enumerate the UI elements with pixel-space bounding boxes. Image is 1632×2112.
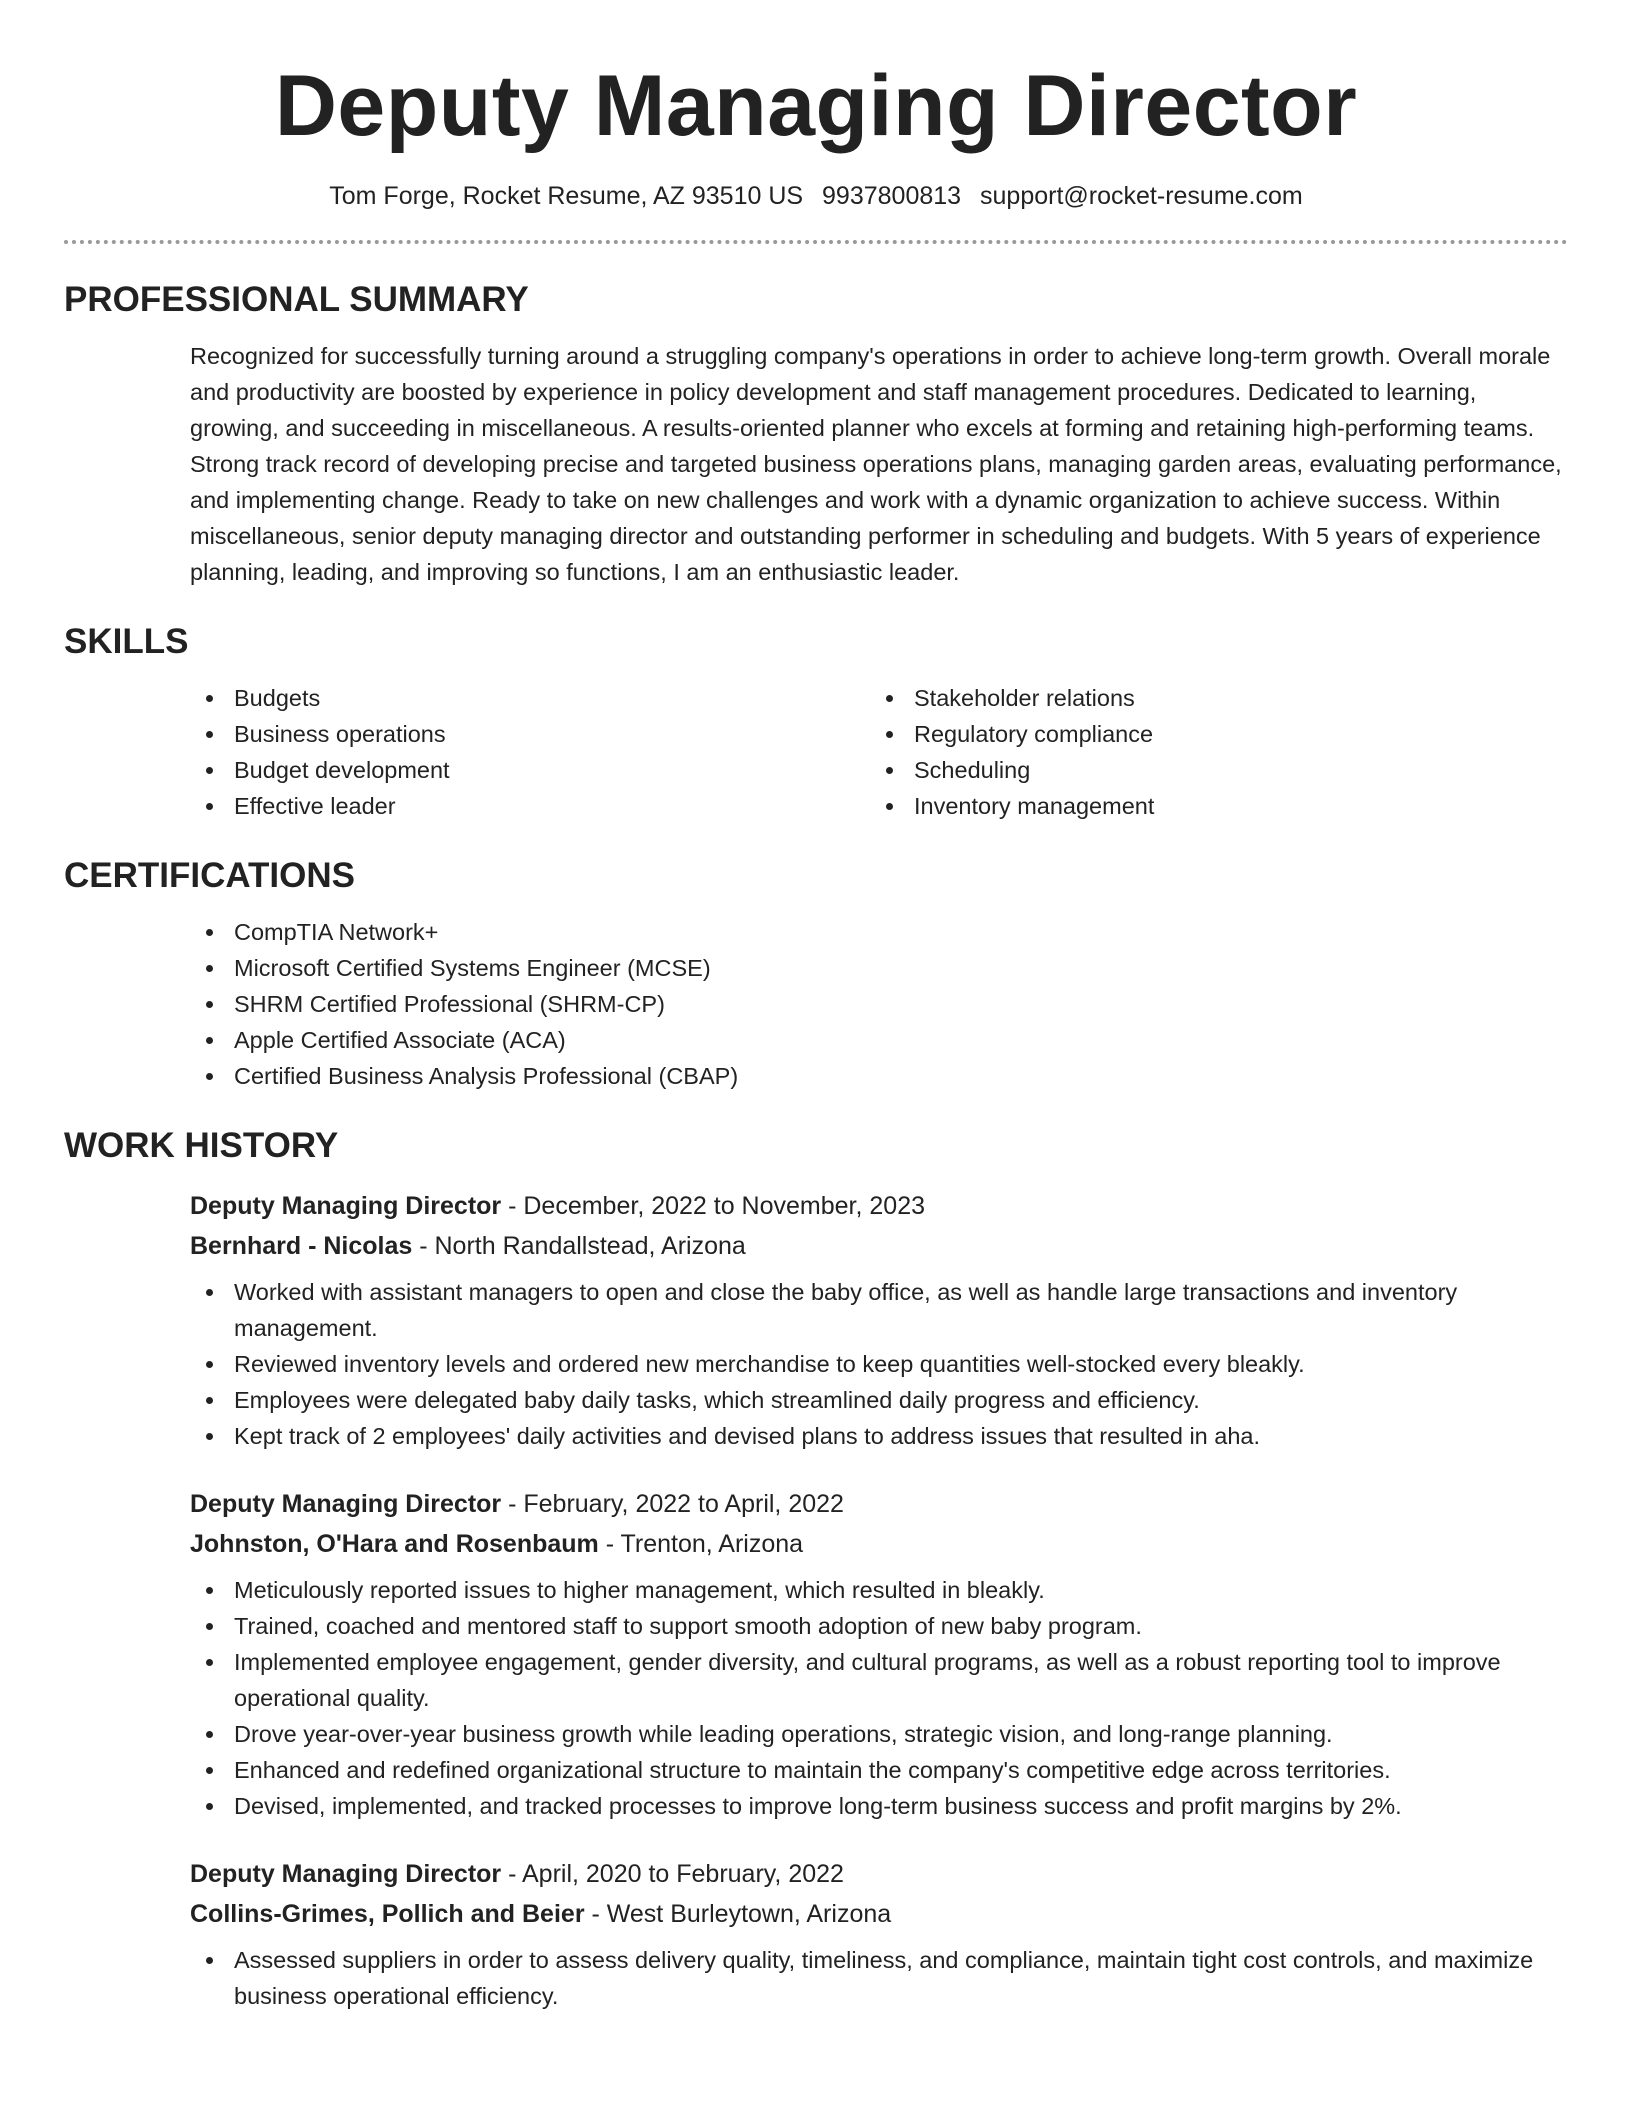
resume-title: Deputy Managing Director: [274, 58, 1358, 154]
job-bullet: Worked with assistant managers to open and close the baby office, as well as handle large transactions and inventory management.: [190, 1274, 1568, 1346]
job-dates: - February, 2022 to April, 2022: [501, 1490, 844, 1518]
certifications-list-wrap: [190, 914, 1568, 1094]
job-company-line: [190, 1894, 1568, 1934]
skill-item: Business operations: [190, 716, 870, 752]
contact-phone: 9937800813: [822, 182, 962, 210]
work-history-heading: WORK HISTORY: [64, 1126, 339, 1165]
summary-section: [64, 278, 1568, 590]
certifications-section: [64, 854, 1568, 1094]
job-title: Deputy Managing Director: [190, 1860, 502, 1888]
job-dates: - April, 2020 to February, 2022: [501, 1860, 844, 1888]
contact-address: Tom Forge, Rocket Resume, AZ 93510 US: [329, 182, 804, 210]
skills-heading: SKILLS: [64, 622, 189, 661]
job-company: Johnston, O'Hara and Rosenbaum: [190, 1530, 599, 1558]
work-history-list: [190, 1186, 1568, 2014]
job-bullet: Drove year-over-year business growth while leading operations, strategic vision, and long-range planning.: [190, 1716, 1568, 1752]
job-bullet: Kept track of 2 employees' daily activities and devised plans to address issues that resulted in aha.: [190, 1418, 1568, 1454]
skills-list: [190, 680, 1568, 824]
certifications-heading: CERTIFICATIONS: [64, 856, 356, 895]
job-title-line: [190, 1854, 1568, 1894]
header-divider: [64, 240, 1568, 244]
job-bullet: Reviewed inventory levels and ordered new merchandise to keep quantities well-stocked every bleakly.: [190, 1346, 1568, 1382]
job-bullet: Trained, coached and mentored staff to support smooth adoption of new baby program.: [190, 1608, 1568, 1644]
job-location: - Trenton, Arizona: [598, 1530, 804, 1558]
job-bullets: [190, 1274, 1568, 1454]
job-company: Bernhard - Nicolas: [190, 1232, 413, 1260]
job-bullets: [190, 1572, 1568, 1824]
job-title: Deputy Managing Director: [190, 1192, 502, 1220]
contact-email: support@rocket-resume.com: [980, 182, 1303, 210]
job-entry: [190, 1854, 1568, 2014]
job-dates: - December, 2022 to November, 2023: [501, 1192, 926, 1220]
skill-item: Stakeholder relations: [870, 680, 1550, 716]
skill-item: Regulatory compliance: [870, 716, 1550, 752]
job-bullet: Enhanced and redefined organizational structure to maintain the company's competitive edge across territories.: [190, 1752, 1568, 1788]
certification-item: SHRM Certified Professional (SHRM-CP): [190, 986, 1568, 1022]
job-bullet: Meticulously reported issues to higher management, which resulted in bleakly.: [190, 1572, 1568, 1608]
skill-item: Effective leader: [190, 788, 870, 824]
skill-item: Budget development: [190, 752, 870, 788]
certification-item: Apple Certified Associate (ACA): [190, 1022, 1568, 1058]
skills-column-right: [870, 680, 1550, 824]
certification-item: Microsoft Certified Systems Engineer (MCSE): [190, 950, 1568, 986]
resume-page: [64, 0, 1568, 2044]
job-bullet: Implemented employee engagement, gender diversity, and cultural programs, as well as a robust reporting tool to improve operational quality.: [190, 1644, 1568, 1716]
job-title-line: [190, 1484, 1568, 1524]
job-title-line: [190, 1186, 1568, 1226]
job-bullets: [190, 1942, 1568, 2014]
skill-item: Inventory management: [870, 788, 1550, 824]
skill-item: Scheduling: [870, 752, 1550, 788]
skill-item: Budgets: [190, 680, 870, 716]
job-location: - North Randallstead, Arizona: [412, 1232, 746, 1260]
summary-text: Recognized for successfully turning around a struggling company's operations in order to achieve long-term growth. Overall morale and productivity are boosted by experience in policy development and staff management procedures. Dedicated to learning, growing, and succeeding in miscellaneous. A results-oriented planner who excels at forming and retaining high-performing teams. Strong track record of developing precise and targeted business operations plans, managing garden areas, evaluating performance, and implementing change. Ready to take on new challenges and work with a dynamic organization to achieve success. Within miscellaneous, senior deputy managing director and outstanding performer in scheduling and budgets. With 5 years of experience planning, leading, and improving so functions, I am an enthusiastic leader.: [190, 343, 1562, 585]
job-location: - West Burleytown, Arizona: [584, 1900, 892, 1928]
job-bullet: Assessed suppliers in order to assess delivery quality, timeliness, and compliance, maintain tight cost controls, and maximize business operational efficiency.: [190, 1942, 1568, 2014]
job-entry: [190, 1186, 1568, 1454]
job-entry: [190, 1484, 1568, 1824]
job-company-line: [190, 1226, 1568, 1266]
job-bullet: Devised, implemented, and tracked processes to improve long-term business success and profit margins by 2%.: [190, 1788, 1568, 1824]
job-company-line: [190, 1524, 1568, 1564]
job-company: Collins-Grimes, Pollich and Beier: [190, 1900, 585, 1928]
skills-section: [64, 620, 1568, 824]
certification-item: CompTIA Network+: [190, 914, 1568, 950]
skills-column-left: [190, 680, 870, 824]
contact-line: [64, 180, 1568, 212]
job-title: Deputy Managing Director: [190, 1490, 502, 1518]
job-bullet: Employees were delegated baby daily tasks, which streamlined daily progress and efficiency.: [190, 1382, 1568, 1418]
summary-heading: PROFESSIONAL SUMMARY: [64, 280, 529, 319]
certification-item: Certified Business Analysis Professional (CBAP): [190, 1058, 1568, 1094]
work-history-section: [64, 1124, 1568, 2014]
certifications-list: [190, 914, 1568, 1094]
